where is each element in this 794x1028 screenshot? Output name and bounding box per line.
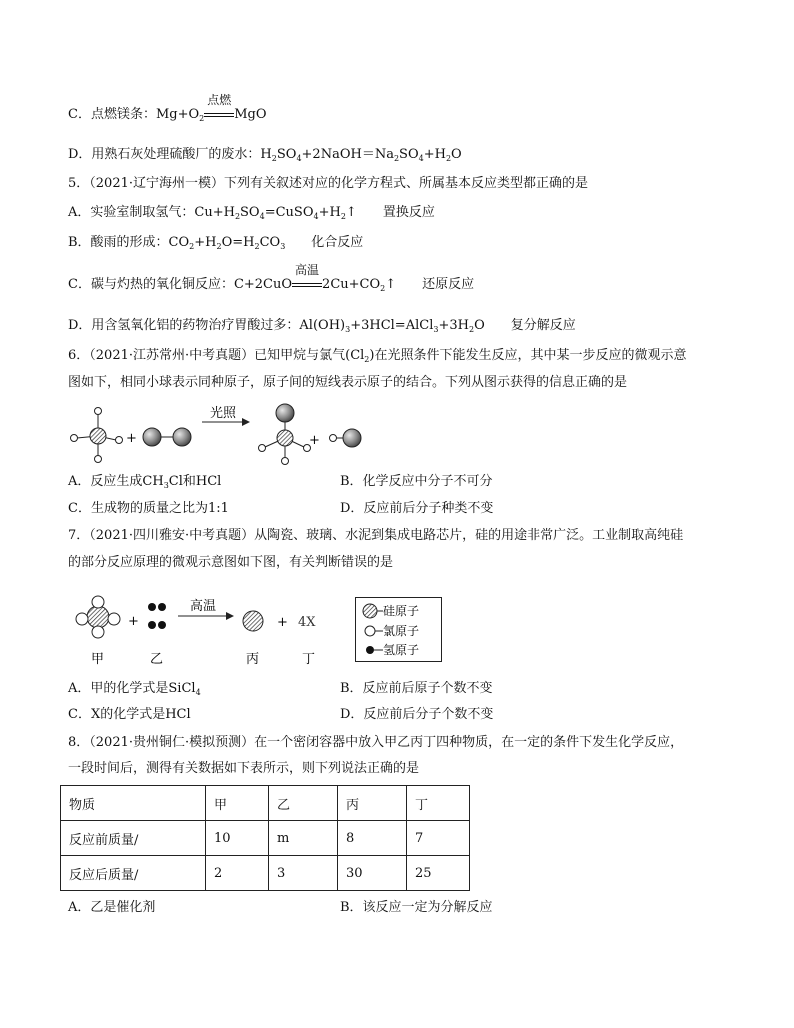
formula-part: CO bbox=[259, 235, 281, 250]
arrow-label: 光照 bbox=[210, 406, 237, 421]
product-x-label: 4X bbox=[298, 615, 316, 630]
chlorine-atom bbox=[108, 613, 120, 625]
chlorine-atom bbox=[92, 596, 104, 608]
q6-stem-text: )在光照条件下能发生反应，其中某一步反应的微观示意 bbox=[369, 348, 687, 363]
hydrogen-atom bbox=[158, 621, 166, 629]
q5-option-d bbox=[68, 317, 576, 339]
subscript: 4 bbox=[313, 212, 319, 221]
hydrogen-atom bbox=[158, 603, 166, 611]
q7-stem-line2: 的部分反应原理的微观示意图如下图，有关判断错误的是 bbox=[68, 555, 394, 570]
legend-silicon-label: 硅原子 bbox=[383, 604, 420, 618]
table-header-row bbox=[61, 786, 470, 821]
hydrogen-atom bbox=[282, 458, 289, 465]
hcl-molecule bbox=[330, 429, 362, 447]
q5-c-text: C．碳与灼热的氧化铜反应：C+2CuO bbox=[68, 277, 293, 292]
subscript: 4 bbox=[296, 154, 302, 163]
subscript: 4 bbox=[195, 688, 201, 697]
carbon-atom bbox=[90, 428, 106, 444]
subscript: 2 bbox=[271, 154, 277, 163]
q7-option-b: B．反应前后原子个数不变 bbox=[340, 681, 493, 696]
hydrogen-molecules bbox=[148, 603, 166, 629]
q6-option-a bbox=[68, 473, 221, 495]
q7-a-text: A．甲的化学式是SiCl bbox=[68, 681, 196, 696]
chlorine-atom bbox=[173, 428, 191, 446]
table-cell: 反应后质量/ bbox=[61, 856, 206, 891]
q6-stem-text: 6．（2021·江苏常州·中考真题）已知甲烷与氯气(Cl bbox=[68, 348, 365, 363]
table-cell: 丙 bbox=[338, 786, 407, 821]
table-cell: 30 bbox=[338, 856, 407, 891]
legend-hydrogen-label: 氢原子 bbox=[383, 643, 420, 657]
chlorine-atom bbox=[276, 404, 294, 422]
q7-option-a bbox=[68, 680, 201, 702]
sicl4-molecule bbox=[76, 596, 120, 638]
formula-part: 2Cu+CO bbox=[322, 277, 381, 292]
q6-a-text: A．反应生成CH bbox=[68, 474, 164, 489]
q4-option-c bbox=[68, 93, 267, 128]
chloromethane-molecule bbox=[259, 404, 311, 465]
methane-molecule bbox=[71, 408, 123, 463]
plus-sign: + bbox=[309, 433, 320, 448]
q5-option-a bbox=[68, 204, 435, 226]
chlorine-legend-icon bbox=[365, 626, 375, 636]
name-bing: 丙 bbox=[246, 652, 260, 667]
silicon-atom bbox=[243, 611, 263, 631]
chlorine-molecule bbox=[143, 428, 191, 446]
formula-part: ↑ bbox=[345, 205, 357, 220]
reaction-type: 化合反应 bbox=[311, 235, 364, 250]
hydrogen-atom bbox=[148, 621, 156, 629]
plus-sign: + bbox=[128, 614, 139, 629]
chlorine-atom bbox=[76, 613, 88, 625]
plus-sign: + bbox=[126, 431, 137, 446]
legend-graphic bbox=[356, 598, 441, 661]
hydrogen-atom bbox=[71, 435, 78, 442]
q4-d-text: D．用熟石灰处理硫酸厂的废水：H bbox=[68, 147, 272, 162]
formula-part: SO bbox=[399, 147, 419, 162]
table-cell: 8 bbox=[338, 821, 407, 856]
subscript: 3 bbox=[345, 325, 351, 334]
subscript: 2 bbox=[445, 154, 452, 163]
chlorine-atom bbox=[343, 429, 361, 447]
table-cell: 7 bbox=[407, 821, 470, 856]
q8-option-b: B．该反应一定为分解反应 bbox=[340, 900, 493, 915]
subscript: 2 bbox=[189, 242, 195, 251]
formula-part: O bbox=[451, 147, 462, 162]
formula-part: +2NaOH＝Na bbox=[301, 147, 394, 162]
subscript: 2 bbox=[216, 242, 222, 251]
table-cell: 3 bbox=[269, 856, 338, 891]
formula-part: +H bbox=[194, 235, 217, 250]
q6-option-d: D．反应前后分子种类不变 bbox=[340, 501, 494, 516]
q4-c-product: MgO bbox=[234, 107, 267, 122]
subscript: 2 bbox=[364, 355, 370, 364]
q6-stem-line2: 图如下，相同小球表示同种原子，原子间的短线表示原子的结合。下列从图示获得的信息正确的是 bbox=[68, 375, 628, 390]
condition-label: 高温 bbox=[295, 263, 320, 277]
hydrogen-atom bbox=[95, 408, 102, 415]
hydrogen-atom bbox=[116, 437, 123, 444]
q4-c-text: C．点燃镁条：Mg+O bbox=[68, 107, 200, 122]
reaction-condition bbox=[204, 93, 234, 124]
subscript: 3 bbox=[163, 481, 169, 490]
table-row bbox=[61, 856, 470, 891]
carbon-atom bbox=[277, 430, 293, 446]
table-cell: 2 bbox=[206, 856, 269, 891]
hydrogen-atom bbox=[259, 445, 266, 452]
table-cell: m bbox=[269, 821, 338, 856]
q8-stem-line1: 8．（2021·贵州铜仁·模拟预测）在一个密闭容器中放入甲乙丙丁四种物质，在一定的条件下发生化学反应， bbox=[68, 735, 684, 750]
hydrogen-atom bbox=[330, 435, 337, 442]
silicon-legend-icon bbox=[363, 604, 377, 618]
chlorine-atom bbox=[143, 428, 161, 446]
q5-option-c bbox=[68, 263, 475, 298]
reaction-type: 复分解反应 bbox=[510, 318, 576, 333]
subscript: 2 bbox=[199, 114, 205, 123]
formula-part: ↑ bbox=[385, 277, 397, 292]
subscript: 2 bbox=[393, 154, 400, 163]
subscript: 3 bbox=[433, 325, 439, 334]
legend-chlorine-label: 氯原子 bbox=[383, 624, 420, 638]
hydrogen-legend-icon bbox=[366, 646, 374, 654]
table-cell: 10 bbox=[206, 821, 269, 856]
subscript: 3 bbox=[280, 242, 286, 251]
q8-option-a: A．乙是催化剂 bbox=[68, 900, 156, 915]
subscript: 2 bbox=[380, 284, 386, 293]
q4-option-d bbox=[68, 146, 462, 168]
name-ding: 丁 bbox=[302, 652, 316, 667]
name-jia: 甲 bbox=[91, 652, 105, 667]
q7-legend bbox=[355, 597, 442, 662]
q5-b-text: B．酸雨的形成：CO bbox=[68, 235, 190, 250]
table-cell: 反应前质量/ bbox=[61, 821, 206, 856]
table-row bbox=[61, 821, 470, 856]
silicon-atom bbox=[87, 606, 109, 628]
table-cell: 丁 bbox=[407, 786, 470, 821]
table-cell: 25 bbox=[407, 856, 470, 891]
subscript: 2 bbox=[340, 212, 346, 221]
formula-part: +H bbox=[423, 147, 446, 162]
q8-stem-line2: 一段时间后，测得有关数据如下表所示，则下列说法正确的是 bbox=[68, 761, 420, 776]
arrow-head-icon bbox=[242, 418, 250, 426]
formula-part: =CuSO bbox=[264, 205, 314, 220]
formula-part: SO bbox=[276, 147, 297, 162]
subscript: 2 bbox=[254, 242, 260, 251]
subscript: 2 bbox=[234, 212, 241, 221]
q5-stem: 5．（2021·辽宁海州一模）下列有关叙述对应的化学方程式、所属基本反应类型都正确的是 bbox=[68, 176, 588, 191]
reaction-condition bbox=[292, 263, 322, 294]
q5-a-text: A．实验室制取氢气：Cu+H bbox=[68, 205, 235, 220]
formula-part: O bbox=[474, 318, 485, 333]
q8-data-table bbox=[60, 785, 470, 891]
q6-a-text: Cl和HCl bbox=[168, 474, 222, 489]
q5-d-text: D．用含氢氧化铝的药物治疗胃酸过多：Al(OH) bbox=[68, 318, 346, 333]
table-cell: 乙 bbox=[269, 786, 338, 821]
condition-label: 点燃 bbox=[207, 93, 232, 107]
arrow-head-icon bbox=[226, 612, 234, 620]
q6-option-c: C．生成物的质量之比为1:1 bbox=[68, 501, 229, 516]
q6-option-b: B．化学反应中分子不可分 bbox=[340, 474, 493, 489]
q6-reaction-diagram bbox=[60, 400, 380, 470]
chlorine-atom bbox=[92, 626, 104, 638]
name-yi: 乙 bbox=[150, 652, 164, 667]
subscript: 2 bbox=[468, 325, 475, 334]
hydrogen-atom bbox=[148, 603, 156, 611]
subscript: 4 bbox=[418, 154, 424, 163]
formula-part: +3HCl=AlCl bbox=[350, 318, 434, 333]
q7-option-d: D．反应前后分子个数不变 bbox=[340, 707, 494, 722]
q7-option-c: C．X的化学式是HCl bbox=[68, 707, 191, 722]
table-cell: 甲 bbox=[206, 786, 269, 821]
hydrogen-atom bbox=[95, 456, 102, 463]
formula-part: +3H bbox=[438, 318, 469, 333]
formula-part: SO bbox=[240, 205, 260, 220]
q7-stem-line1: 7．（2021·四川雅安·中考真题）从陶瓷、玻璃、水泥到集成电路芯片，硅的用途非常广泛。工业制取高纯硅 bbox=[68, 528, 684, 543]
table-cell: 物质 bbox=[61, 786, 206, 821]
reaction-type: 置换反应 bbox=[382, 205, 435, 220]
q5-option-b bbox=[68, 234, 363, 256]
q7-reaction-diagram bbox=[60, 590, 340, 670]
subscript: 4 bbox=[259, 212, 265, 221]
reaction-type: 还原反应 bbox=[422, 277, 475, 292]
q6-stem-line1 bbox=[68, 347, 686, 369]
arrow-label: 高温 bbox=[190, 599, 217, 614]
formula-part: +H bbox=[318, 205, 341, 220]
formula-part: O=H bbox=[221, 235, 255, 250]
plus-sign: + bbox=[277, 615, 288, 630]
